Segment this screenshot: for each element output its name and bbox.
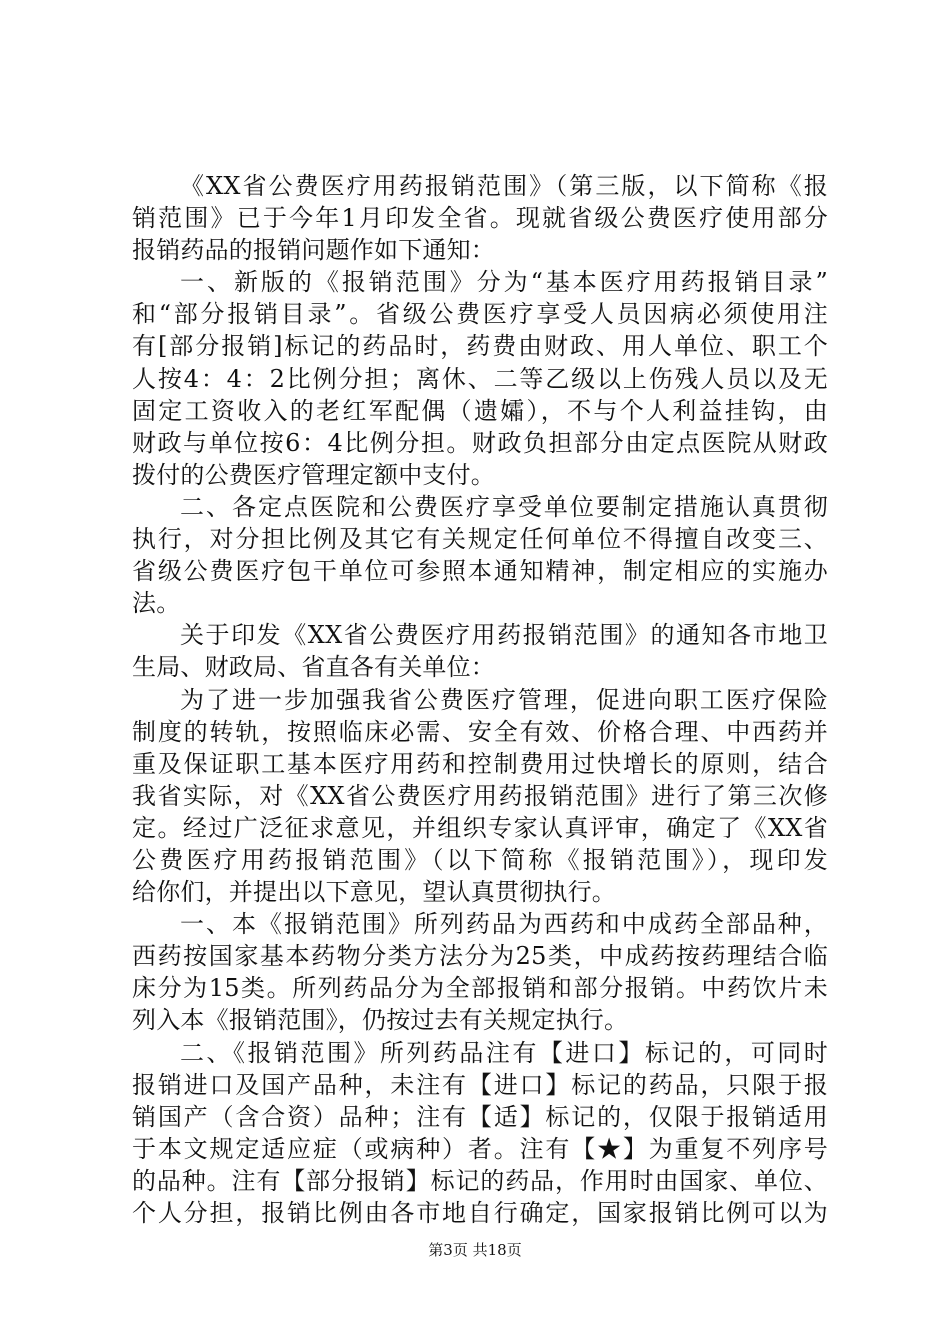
text-line: 列入本《报销范围》，仍按过去有关规定执行。 [132, 1006, 629, 1035]
text-line: 拨付的公费医疗管理定额中支付。 [132, 460, 495, 489]
text-line: 定。经过广泛征求意见，并组织专家认真评审，确定了《XX省 [132, 813, 828, 842]
text-line: 生局、财政局、省直各有关单位： [132, 653, 495, 682]
text-line: 二、《报销范围》所列药品注有【进口】标记的，可同时 [180, 1038, 828, 1067]
text-line: 销国产（含合资）品种；注有【适】标记的，仅限于报销适用 [132, 1102, 828, 1131]
text-line: 给你们，并提出以下意见，望认真贯彻执行。 [132, 878, 616, 907]
text-line: 关于印发《XX省公费医疗用药报销范围》的通知各市地卫 [180, 621, 828, 650]
text-line: 省级公费医疗包干单位可参照本通知精神，制定相应的实施办 [132, 557, 828, 586]
text-line: 床分为15类。所列药品分为全部报销和部分报销。中药饮片未 [132, 974, 828, 1003]
text-line: 有[部分报销]标记的药品时，药费由财政、用人单位、职工个 [132, 332, 828, 361]
text-line: 报销进口及国产品种，未注有【进口】标记的药品，只限于报 [132, 1070, 828, 1099]
text-line: 重及保证职工基本医疗用药和控制费用过快增长的原则，结合 [132, 749, 828, 778]
text-line: 公费医疗用药报销范围》（以下简称《报销范围》），现印发 [132, 845, 828, 874]
document-body [132, 170, 828, 1229]
text-line: 固定工资收入的老红军配偶（遗孀），不与个人利益挂钩，由 [132, 396, 828, 425]
text-line: 执行，对分担比例及其它有关规定任何单位不得擅自改变三、 [132, 525, 828, 554]
text-line: 报销药品的报销问题作如下通知： [132, 236, 495, 265]
text-line: 一、新版的《报销范围》分为“基本医疗用药报销目录” [180, 268, 828, 297]
text-line: 一、本《报销范围》所列药品为西药和中成药全部品种， [180, 910, 828, 939]
text-line: 人按4：4：2比例分担；离休、二等乙级以上伤残人员以及无 [132, 364, 828, 393]
text-line: 于本文规定适应症（或病种）者。注有【★】为重复不列序号 [132, 1134, 828, 1163]
text-line: 法。 [132, 589, 181, 618]
text-line: 为了进一步加强我省公费医疗管理，促进向职工医疗保险 [180, 685, 828, 714]
text-line: 的品种。注有【部分报销】标记的药品，作用时由国家、单位、 [132, 1166, 828, 1195]
text-line: 《XX省公费医疗用药报销范围》（第三版，以下简称《报 [180, 172, 828, 200]
text-line: 销范围》已于今年1月印发全省。现就省级公费医疗使用部分 [132, 204, 828, 233]
text-line: 和“部分报销目录”。省级公费医疗享受人员因病必须使用注 [132, 300, 828, 329]
text-line: 我省实际，对《XX省公费医疗用药报销范围》进行了第三次修 [132, 781, 828, 810]
text-line: 二、各定点医院和公费医疗享受单位要制定措施认真贯彻 [180, 492, 828, 521]
text-line: 财政与单位按6：4比例分担。财政负担部分由定点医院从财政 [132, 428, 828, 457]
text-line: 西药按国家基本药物分类方法分为25类，中成药按药理结合临 [132, 942, 828, 971]
text-line: 制度的转轨，按照临床必需、安全有效、价格合理、中西药并 [132, 717, 828, 746]
text-line: 个人分担，报销比例由各市地自行确定，国家报销比例可以为 [132, 1199, 828, 1227]
page-footer: 第3页 共18页 [428, 1241, 522, 1259]
